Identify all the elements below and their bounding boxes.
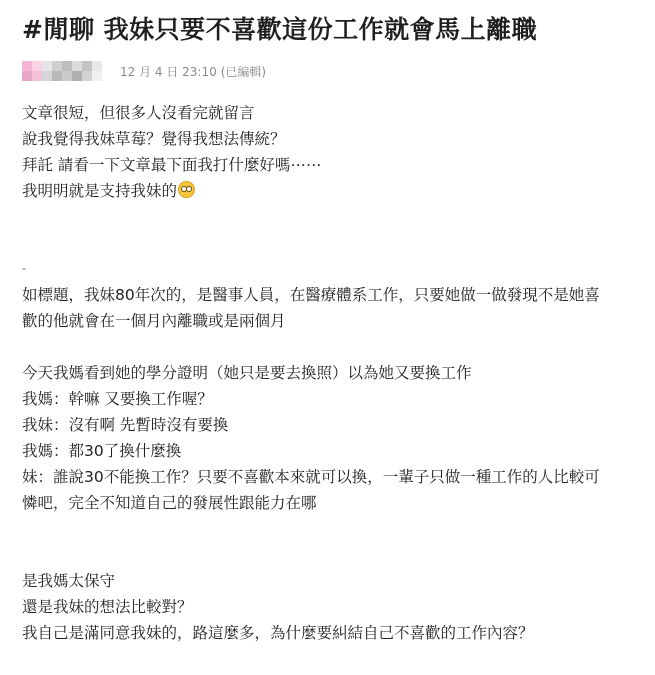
body-line-with-emoji: [22, 178, 642, 204]
body-line: 歡的他就會在一個月內離職或是兩個月: [22, 312, 286, 330]
body-line: 說我覺得我妹草莓？覺得我想法傳統？: [22, 130, 286, 148]
body-blank-line: [22, 230, 642, 256]
body-line: 我妹：沒有啊 先暫時沒有要換: [22, 416, 229, 434]
body-line: 憐吧，完全不知道自己的發展性跟能力在哪: [22, 494, 317, 512]
body-line-text: 我明明就是支持我妹的: [22, 182, 178, 200]
post-body: [22, 100, 642, 646]
body-line: 今天我媽看到她的學分證明（她只是要去換照）以為她又要換工作: [22, 364, 472, 382]
body-line: 文章很短，但很多人沒看完就留言: [22, 104, 255, 122]
post-timestamp: 12 月 4 日 23:10: [120, 64, 217, 79]
body-line: [22, 334, 642, 360]
blurred-author-avatar: [22, 61, 102, 81]
body-separator: -: [22, 262, 26, 275]
edited-label: (已編輯): [220, 64, 267, 79]
body-line: [22, 542, 642, 568]
rolling-eyes-emoji-icon: [178, 181, 195, 198]
body-line: 我媽：幹嘛 又要換工作喔？: [22, 390, 213, 408]
body-line: 妹：誰說30不能換工作？只要不喜歡本來就可以換，一輩子只做一種工作的人比較可: [22, 468, 600, 486]
body-line: 我自己是滿同意我妹的，路這麼多，為什麼要糾結自己不喜歡的工作內容？: [22, 624, 534, 642]
body-line: [22, 516, 642, 542]
body-line: 如標題，我妹80年次的，是醫事人員，在醫療體系工作，只要她做一做發現不是她喜: [22, 286, 600, 304]
body-line: 是我媽太保守: [22, 572, 116, 590]
post-meta: [22, 60, 266, 82]
body-line: [22, 204, 642, 230]
body-line: 我媽：都30了換什麼換: [22, 442, 182, 460]
body-line: 還是我妹的想法比較對？: [22, 598, 193, 616]
body-line: 拜託 請看一下文章最下面我打什麼好嗎⋯⋯: [22, 156, 322, 174]
post-title: #閒聊 我妹只要不喜歡這份工作就會馬上離職: [22, 15, 538, 44]
